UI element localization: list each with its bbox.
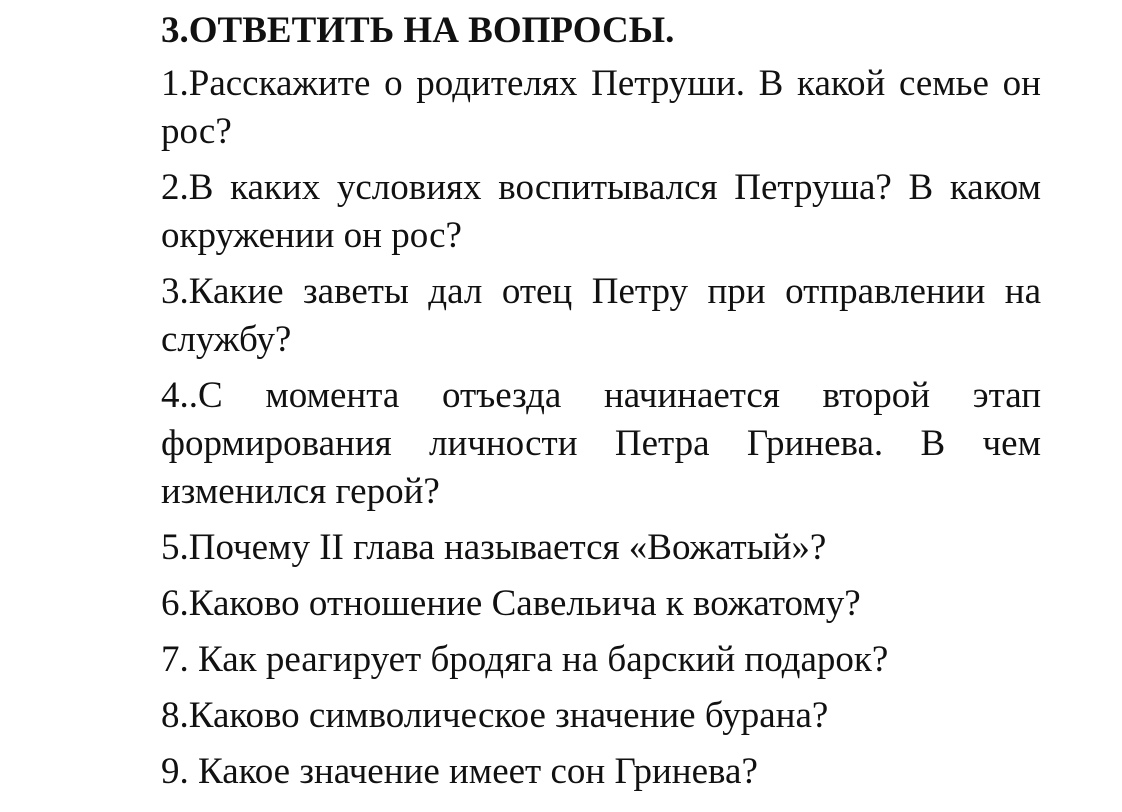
question-item-9: 9. Какое значение имеет сон Гринева? — [161, 751, 758, 792]
question-item-5: 5.Почему II глава называется «Вожатый»? — [161, 527, 827, 568]
document-page — [161, 8, 1041, 804]
question-item-2: 2.В каких условиях воспитывался Петруша? В каком окружении он рос? — [161, 167, 1041, 256]
section-heading: 3.ОТВЕТИТЬ НА ВОПРОСЫ. — [161, 10, 675, 51]
question-list — [161, 60, 1041, 796]
question-item-6: 6.Каково отношение Савельича к вожатому? — [161, 583, 861, 624]
question-item-4: 4..С момента отъезда начинается второй этап формирования личности Петра Гринева. В чем изменился герой? — [161, 375, 1041, 512]
question-item-7: 7. Как реагирует бродяга на барский подарок? — [161, 639, 889, 680]
question-item-8: 8.Каково символическое значение бурана? — [161, 695, 829, 736]
question-item-3: 3.Какие заветы дал отец Петру при отправлении на службу? — [161, 271, 1041, 360]
question-item-1: 1.Расскажите о родителях Петруши. В какой семье он рос? — [161, 63, 1041, 152]
